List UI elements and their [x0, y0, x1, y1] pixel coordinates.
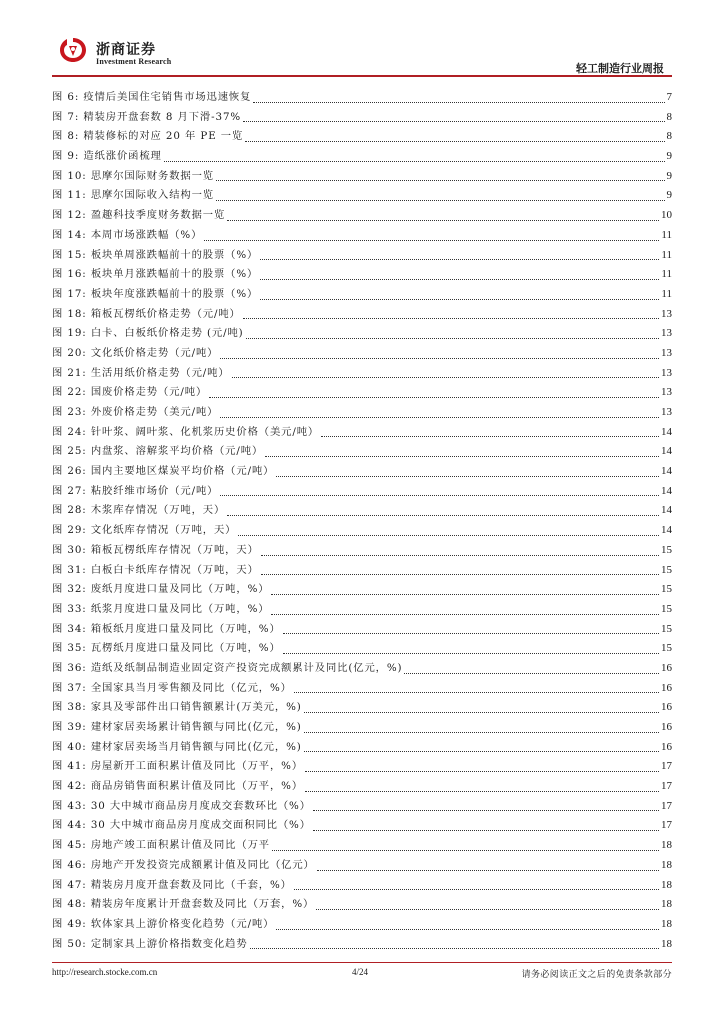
toc-leader-dots: [317, 869, 659, 871]
toc-entry[interactable]: [52, 620, 672, 640]
toc-leader-dots: [313, 829, 659, 831]
disclaimer: 请务必阅读正文之后的免责条款部分: [521, 970, 672, 980]
figure-list: [52, 88, 672, 954]
toc-leader-dots: [216, 179, 665, 181]
toc-entry-label: 图 10: 思摩尔国际财务数据一览: [52, 169, 214, 182]
toc-entry[interactable]: [52, 698, 672, 718]
toc-entry-page: 9: [666, 150, 672, 163]
toc-leader-dots: [305, 790, 659, 792]
toc-entry-label: 图 30: 箱板瓦楞纸库存情况（万吨，天）: [52, 543, 259, 556]
toc-entry-page: 16: [661, 701, 672, 714]
toc-leader-dots: [294, 888, 659, 890]
toc-entry[interactable]: [52, 285, 672, 305]
toc-entry[interactable]: [52, 777, 672, 797]
toc-leader-dots: [272, 849, 659, 851]
toc-entry[interactable]: [52, 127, 672, 147]
toc-entry[interactable]: [52, 895, 672, 915]
toc-entry-page: 17: [661, 799, 672, 812]
toc-entry-label: 图 32: 废纸月度进口量及同比（万吨，%）: [52, 583, 270, 596]
toc-entry-label: 图 41: 房屋新开工面积累计值及同比（万平，%）: [52, 760, 304, 773]
toc-leader-dots: [283, 652, 659, 654]
toc-leader-dots: [209, 396, 659, 398]
toc-entry-label: 图 36: 造纸及纸制品制造业固定资产投资完成额累计及同比(亿元，%): [52, 661, 403, 674]
toc-entry-page: 15: [661, 602, 672, 615]
toc-entry-label: 图 11: 思摩尔国际收入结构一览: [52, 189, 214, 202]
toc-entry-label: 图 29: 文化纸库存情况（万吨，天）: [52, 524, 237, 537]
toc-entry[interactable]: [52, 836, 672, 856]
toc-entry[interactable]: [52, 501, 672, 521]
toc-entry-page: 14: [661, 524, 672, 537]
toc-entry-page: 11: [661, 287, 672, 300]
toc-entry[interactable]: [52, 265, 672, 285]
toc-entry[interactable]: [52, 679, 672, 699]
toc-entry-label: 图 26: 国内主要地区煤炭平均价格（元/吨）: [52, 465, 275, 478]
toc-entry-label: 图 17: 板块年度涨跌幅前十的股票（%）: [52, 287, 259, 300]
page-number: 4/24: [352, 967, 369, 977]
toc-leader-dots: [253, 101, 664, 103]
toc-entry-label: 图 25: 内盘浆、溶解浆平均价格（元/吨）: [52, 445, 264, 458]
toc-entry-page: 7: [666, 91, 672, 103]
toc-entry-page: 13: [661, 346, 672, 359]
toc-entry-label: 图 14: 本周市场涨跌幅（%）: [52, 228, 203, 241]
toc-entry[interactable]: [52, 344, 672, 364]
toc-leader-dots: [220, 494, 659, 496]
toc-entry-page: 14: [661, 504, 672, 517]
toc-entry-page: 13: [661, 366, 672, 379]
toc-leader-dots: [246, 337, 659, 339]
toc-entry-page: 16: [661, 721, 672, 733]
toc-entry-label: 图 18: 箱板瓦楞纸价格走势（元/吨）: [52, 307, 241, 320]
toc-entry-label: 图 45: 房地产竣工面积累计值及同比（万平: [52, 839, 270, 852]
toc-entry-page: 9: [666, 169, 672, 182]
zheshang-logo-icon: [58, 36, 88, 64]
toc-entry-page: 18: [661, 937, 672, 950]
toc-entry-page: 14: [661, 425, 672, 438]
toc-entry[interactable]: [52, 856, 672, 876]
toc-entry-page: 18: [661, 858, 672, 871]
toc-entry-page: 15: [661, 563, 672, 576]
toc-entry-label: 图 21: 生活用纸价格走势（元/吨）: [52, 366, 230, 379]
toc-leader-dots: [313, 809, 659, 811]
toc-entry-page: 11: [661, 248, 672, 261]
toc-leader-dots: [283, 632, 659, 634]
toc-entry-page: 15: [661, 583, 672, 596]
toc-entry-label: 图 40: 建材家居卖场当月销售额与同比(亿元，%): [52, 740, 302, 753]
toc-entry[interactable]: [52, 659, 672, 679]
toc-entry-page: 14: [661, 465, 672, 478]
header-divider: [52, 75, 672, 77]
toc-entry-label: 图 15: 板块单周涨跌幅前十的股票（%）: [52, 248, 259, 261]
toc-leader-dots: [294, 691, 659, 693]
toc-entry-page: 11: [661, 228, 672, 241]
toc-entry-label: 图 46: 房地产开发投资完成额累计值及同比（亿元）: [52, 858, 315, 871]
toc-entry-page: 10: [661, 209, 672, 222]
toc-entry-page: 13: [661, 327, 672, 340]
toc-entry[interactable]: [52, 541, 672, 561]
toc-entry[interactable]: [52, 186, 672, 206]
toc-entry[interactable]: [52, 757, 672, 777]
toc-entry[interactable]: [52, 305, 672, 325]
toc-entry-label: 图 12: 盈趣科技季度财务数据一览: [52, 209, 226, 222]
toc-entry-page: 13: [661, 406, 672, 418]
toc-entry-label: 图 9: 造纸涨价函梳理: [52, 150, 162, 163]
toc-entry[interactable]: [52, 718, 672, 738]
page-header: [0, 0, 724, 78]
toc-entry[interactable]: [52, 816, 672, 836]
toc-entry-label: 图 47: 精装房月度开盘套数及同比（千套，%）: [52, 878, 292, 891]
toc-entry-page: 18: [661, 917, 672, 930]
toc-entry[interactable]: [52, 935, 672, 955]
toc-leader-dots: [220, 416, 659, 418]
toc-entry-label: 图 24: 针叶浆、阔叶浆、化机浆历史价格（美元/吨）: [52, 425, 320, 438]
toc-entry[interactable]: [52, 246, 672, 266]
toc-entry-label: 图 6: 疫情后美国住宅销售市场迅速恢复: [52, 91, 252, 103]
toc-leader-dots: [304, 750, 659, 752]
toc-entry[interactable]: [52, 324, 672, 344]
toc-leader-dots: [261, 573, 659, 575]
toc-entry-label: 图 38: 家具及零部件出口销售额累计(万美元，%): [52, 701, 302, 714]
toc-entry[interactable]: [52, 167, 672, 187]
toc-leader-dots: [265, 455, 659, 457]
toc-leader-dots: [238, 534, 659, 536]
toc-entry-page: 14: [661, 445, 672, 458]
toc-entry-page: 11: [661, 268, 672, 281]
footer-divider: [52, 962, 672, 963]
toc-leader-dots: [204, 239, 659, 241]
toc-entry[interactable]: [52, 442, 672, 462]
toc-entry[interactable]: [52, 915, 672, 935]
toc-entry[interactable]: [52, 462, 672, 482]
toc-entry[interactable]: [52, 88, 672, 108]
toc-entry[interactable]: [52, 876, 672, 896]
toc-leader-dots: [316, 908, 659, 910]
toc-entry-label: 图 34: 箱板纸月度进口量及同比（万吨，%）: [52, 622, 281, 635]
toc-entry-label: 图 31: 白板白卡纸库存情况（万吨，天）: [52, 563, 259, 576]
toc-entry[interactable]: [52, 383, 672, 403]
toc-entry-label: 图 7: 精装房开盘套数 8 月下滑-37%: [52, 110, 242, 123]
toc-entry[interactable]: [52, 423, 672, 443]
toc-entry-page: 16: [661, 681, 672, 694]
toc-entry-label: 图 22: 国废价格走势（元/吨）: [52, 386, 208, 399]
toc-leader-dots: [232, 376, 659, 378]
toc-entry[interactable]: [52, 206, 672, 226]
toc-entry-page: 16: [661, 740, 672, 753]
toc-leader-dots: [276, 928, 659, 930]
toc-entry-label: 图 49: 软体家具上游价格变化趋势（元/吨）: [52, 917, 275, 930]
toc-leader-dots: [321, 435, 659, 437]
toc-entry[interactable]: [52, 364, 672, 384]
toc-leader-dots: [227, 219, 659, 221]
toc-leader-dots: [220, 357, 659, 359]
toc-leader-dots: [216, 199, 665, 201]
toc-entry[interactable]: [52, 639, 672, 659]
toc-leader-dots: [250, 947, 659, 949]
toc-entry-page: 8: [666, 110, 672, 123]
toc-entry-label: 图 37: 全国家具当月零售额及同比（亿元，%）: [52, 681, 292, 694]
toc-leader-dots: [260, 298, 659, 300]
brand-subtitle: Investment Research: [96, 57, 172, 66]
toc-entry-page: 15: [661, 543, 672, 556]
toc-entry-label: 图 50: 定制家具上游价格指数变化趋势: [52, 937, 248, 950]
toc-leader-dots: [260, 278, 659, 280]
toc-entry-page: 8: [666, 130, 672, 143]
toc-entry[interactable]: [52, 147, 672, 167]
toc-leader-dots: [261, 554, 659, 556]
toc-leader-dots: [304, 711, 659, 713]
toc-entry-page: 13: [661, 386, 672, 399]
toc-entry-label: 图 19: 白卡、白板纸价格走势 (元/吨): [52, 327, 244, 340]
toc-entry-label: 图 28: 木浆库存情况（万吨，天）: [52, 504, 226, 517]
toc-entry-page: 18: [661, 878, 672, 891]
toc-entry-page: 18: [661, 898, 672, 911]
brand-name: 浙商证券: [96, 42, 156, 58]
toc-leader-dots: [304, 731, 659, 733]
toc-entry[interactable]: [52, 600, 672, 620]
toc-leader-dots: [305, 770, 659, 772]
toc-entry-page: 14: [661, 484, 672, 497]
toc-leader-dots: [164, 160, 665, 162]
toc-leader-dots: [260, 258, 659, 260]
toc-entry[interactable]: [52, 580, 672, 600]
report-title: 轻工制造行业周报: [576, 62, 664, 75]
toc-entry-page: 9: [666, 189, 672, 202]
toc-entry-label: 图 33: 纸浆月度进口量及同比（万吨，%）: [52, 602, 270, 615]
toc-entry-page: 17: [661, 819, 672, 832]
toc-entry-label: 图 39: 建材家居卖场累计销售额与同比(亿元，%): [52, 721, 302, 733]
toc-leader-dots: [271, 593, 659, 595]
toc-leader-dots: [404, 672, 659, 674]
toc-entry-label: 图 8: 精装修标的对应 20 年 PE 一览: [52, 130, 244, 143]
toc-entry-page: 17: [661, 760, 672, 773]
toc-entry-label: 图 23: 外废价格走势（美元/吨）: [52, 406, 219, 418]
toc-entry-label: 图 43: 30 大中城市商品房月度成交套数环比（%）: [52, 799, 311, 812]
toc-entry-page: 16: [661, 661, 672, 674]
toc-entry-label: 图 20: 文化纸价格走势（元/吨）: [52, 346, 219, 359]
toc-leader-dots: [243, 317, 659, 319]
toc-entry[interactable]: [52, 561, 672, 581]
toc-entry[interactable]: [52, 797, 672, 817]
toc-entry-label: 图 42: 商品房销售面积累计值及同比（万平，%）: [52, 780, 304, 793]
toc-entry-label: 图 48: 精装房年度累计开盘套数及同比（万套，%）: [52, 898, 315, 911]
toc-entry[interactable]: [52, 738, 672, 758]
toc-entry-label: 图 35: 瓦楞纸月度进口量及同比（万吨，%）: [52, 642, 281, 655]
toc-leader-dots: [271, 613, 659, 615]
toc-entry-page: 15: [661, 642, 672, 655]
toc-leader-dots: [227, 514, 659, 516]
toc-entry[interactable]: [52, 108, 672, 128]
footer-url[interactable]: http://research.stocke.com.cn: [52, 967, 158, 977]
toc-entry-page: 15: [661, 622, 672, 635]
toc-entry[interactable]: [52, 521, 672, 541]
toc-entry[interactable]: [52, 226, 672, 246]
toc-entry-page: 18: [661, 839, 672, 852]
toc-entry-label: 图 16: 板块单月涨跌幅前十的股票（%）: [52, 268, 259, 281]
toc-leader-dots: [245, 140, 664, 142]
toc-entry-label: 图 44: 30 大中城市商品房月度成交面积同比（%）: [52, 819, 311, 832]
toc-entry-page: 13: [661, 307, 672, 320]
toc-leader-dots: [276, 475, 659, 477]
toc-entry[interactable]: [52, 403, 672, 423]
toc-leader-dots: [243, 120, 664, 122]
toc-entry-page: 17: [661, 780, 672, 793]
toc-entry[interactable]: [52, 482, 672, 502]
toc-entry-label: 图 27: 粘胶纤维市场价（元/吨）: [52, 484, 219, 497]
